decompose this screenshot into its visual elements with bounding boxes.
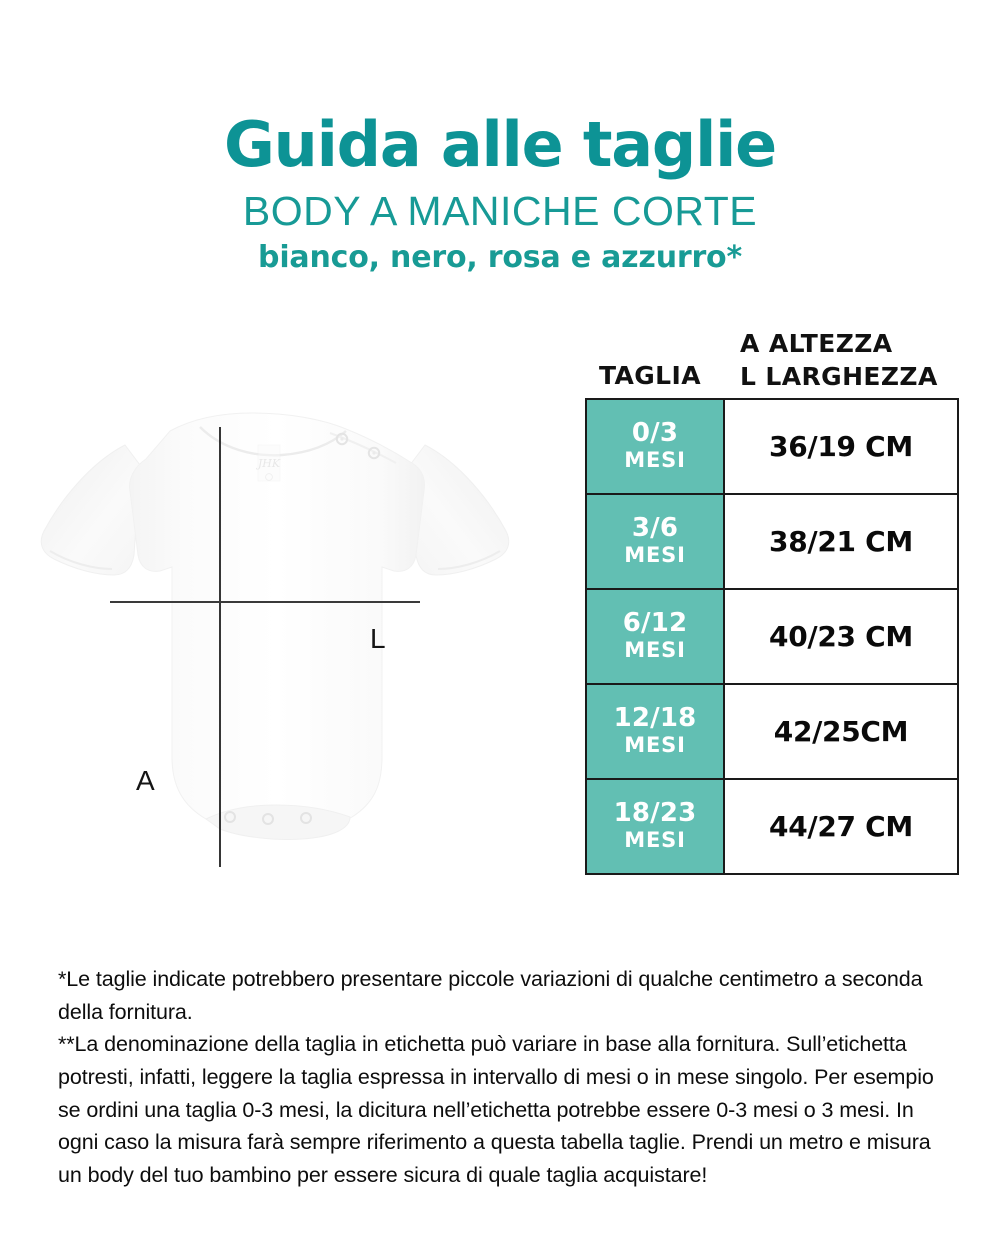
size-cell [586, 779, 724, 874]
size-cell [586, 494, 724, 589]
column-header-altezza: A ALTEZZA [740, 329, 893, 358]
width-dimension-label: L [370, 623, 386, 654]
size-unit: MESI [624, 448, 686, 473]
table-row [586, 779, 958, 874]
size-unit: MESI [624, 828, 686, 853]
size-table-body [586, 399, 958, 874]
size-cell [586, 399, 724, 494]
size-range: 6/12 [622, 608, 688, 639]
table-row [586, 589, 958, 684]
size-unit: MESI [624, 733, 686, 758]
brand-label-text: JHK [257, 457, 281, 470]
size-cell [586, 684, 724, 779]
footnotes-block [58, 963, 948, 1192]
page-title: Guida alle taglie [223, 108, 777, 181]
size-unit: MESI [624, 543, 686, 568]
size-table-section [585, 312, 960, 875]
bodysuit-illustration [30, 405, 520, 915]
size-range: 3/6 [631, 513, 679, 544]
footnote-single-asterisk: *Le taglie indicate potrebbero presentare piccole variazioni di qualche centimetro a seconda della fornitura. [58, 967, 923, 1024]
table-row [586, 399, 958, 494]
product-subtitle: BODY A MANICHE CORTE [242, 188, 758, 235]
measurement-cell: 36/19 CM [724, 399, 958, 494]
product-colors-line: bianco, nero, rosa e azzurro* [258, 240, 742, 275]
size-table [585, 398, 959, 875]
column-header-measurements [740, 327, 938, 393]
shoulder-snap-center-icon [340, 437, 343, 440]
size-unit: MESI [624, 638, 686, 663]
measurement-cell: 40/23 CM [724, 589, 958, 684]
size-range: 12/18 [613, 703, 697, 734]
brand-neck-label [256, 445, 281, 481]
size-table-headers [585, 312, 960, 398]
size-range: 0/3 [631, 418, 679, 449]
column-header-larghezza: L LARGHEZZA [740, 362, 938, 391]
table-row [586, 684, 958, 779]
footnote-double-asterisk: **La denominazione della taglia in etichetta può variare in base alla fornitura. Sull’etichetta potresti, infatti, leggere la taglia espressa in intervallo di mesi o in mese singolo. Per esempio se ordini una taglia 0-3 mesi, la dicitura nell’etichetta potrebbe essere 0-3 mesi o 3 mesi. In ogni caso la misura farà sempre riferimento a questa tabella taglie. Prendi un metro e misura un body del tuo bambino per essere sicura di quale taglia acquistare! [58, 1032, 934, 1188]
measurement-cell: 38/21 CM [724, 494, 958, 589]
shoulder-snap-center-icon [372, 451, 375, 454]
header-block [0, 108, 1000, 276]
measurement-cell: 42/25CM [724, 684, 958, 779]
column-header-taglia: TAGLIA [599, 361, 701, 390]
height-dimension-label: A [136, 765, 155, 796]
table-row [586, 494, 958, 589]
size-range: 18/23 [613, 798, 697, 829]
measurement-cell: 44/27 CM [724, 779, 958, 874]
size-cell [586, 589, 724, 684]
